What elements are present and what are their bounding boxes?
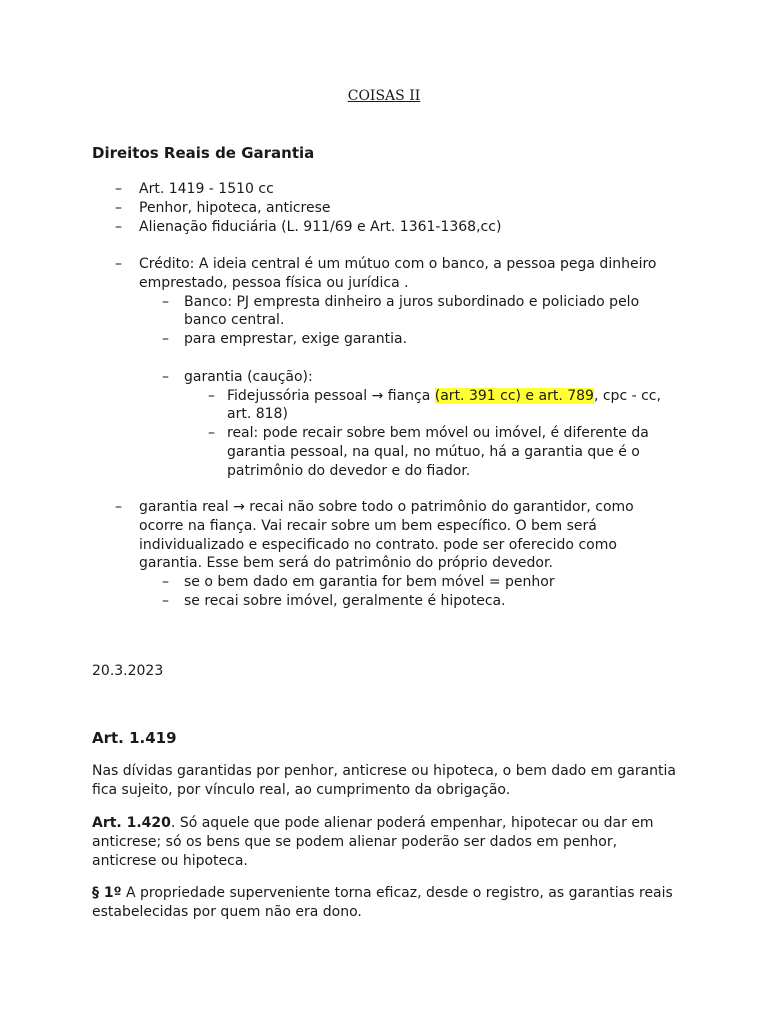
- art-1419-heading: Art. 1.419: [92, 729, 177, 747]
- list-item: – se o bem dado em garantia for bem móvel = penhor: [92, 573, 682, 592]
- list-item: – Alienação fiduciária (L. 911/69 e Art. 1361-1368,cc): [92, 218, 682, 237]
- credito-block: [92, 255, 682, 481]
- fidejussoria-text-end: , cpc - cc, art. 818): [227, 387, 661, 423]
- credito-list: [92, 255, 682, 293]
- garantia-real-sub-list: [92, 573, 682, 611]
- garantia-caucao-item: – garantia (caução):: [92, 368, 682, 387]
- real-item: – real: pode recair sobre bem móvel ou imóvel, é diferente da garantia pessoal, na qual, no mútuo, há a garantia que é o patrimônio do devedor e do fiador.: [92, 424, 682, 480]
- art-1420-paragraph: [92, 814, 682, 870]
- paragraph-1-text: A propriedade superveniente torna eficaz, desde o registro, as garantias reais estabelecidas por quem não era dono.: [92, 885, 673, 920]
- list-item: – Penhor, hipoteca, anticrese: [92, 199, 682, 218]
- fidejussoria-item: [92, 387, 682, 425]
- garantia-real-block: [92, 498, 682, 611]
- paragraph-1-label: § 1º: [92, 885, 122, 901]
- art-1420-label: Art. 1.420: [92, 815, 171, 831]
- sources-list-block: [92, 180, 682, 236]
- credito-item: – Crédito: A ideia central é um mútuo com o banco, a pessoa pega dinheiro emprestado, pessoa física ou jurídica .: [92, 255, 682, 293]
- list-item: – Banco: PJ empresta dinheiro a juros subordinado e policiado pelo banco central.: [92, 293, 682, 331]
- highlighted-citation: (art. 391 cc) e art. 789: [434, 387, 594, 404]
- fidejussoria-text: Fidejussória pessoal → fiança: [227, 387, 435, 404]
- list-item: – Art. 1419 - 1510 cc: [92, 180, 682, 199]
- garantia-real-item: – garantia real → recai não sobre todo o patrimônio do garantidor, como ocorre na fiança. Vai recair sobre um bem específico. O bem será individualizado e especificado no contrato. pode ser oferecido como garantia. Esse bem será do patrimônio do próprio devedor.: [92, 498, 682, 573]
- art-1419-text: Nas dívidas garantidas por penhor, anticrese ou hipoteca, o bem dado em garantia fica sujeito, por vínculo real, ao cumprimento da obrigação.: [92, 763, 676, 798]
- list-item: – se recai sobre imóvel, geralmente é hipoteca.: [92, 592, 682, 611]
- sources-list: [92, 180, 682, 236]
- credito-sub-list: [92, 293, 682, 387]
- art-1420-text: . Só aquele que pode alienar poderá empenhar, hipotecar ou dar em anticrese; só os bens que se podem alienar poderão ser dados em penhor, anticrese ou hipoteca.: [92, 815, 654, 869]
- garantia-types-list: [92, 387, 682, 481]
- paragraph-1-section: [92, 884, 682, 922]
- date-stamp: 20.3.2023: [92, 663, 164, 679]
- garantia-real-list: [92, 498, 682, 573]
- document-title: COISAS II: [347, 88, 421, 104]
- list-item: – para emprestar, exige garantia.: [92, 330, 682, 349]
- section-heading: Direitos Reais de Garantia: [92, 144, 315, 162]
